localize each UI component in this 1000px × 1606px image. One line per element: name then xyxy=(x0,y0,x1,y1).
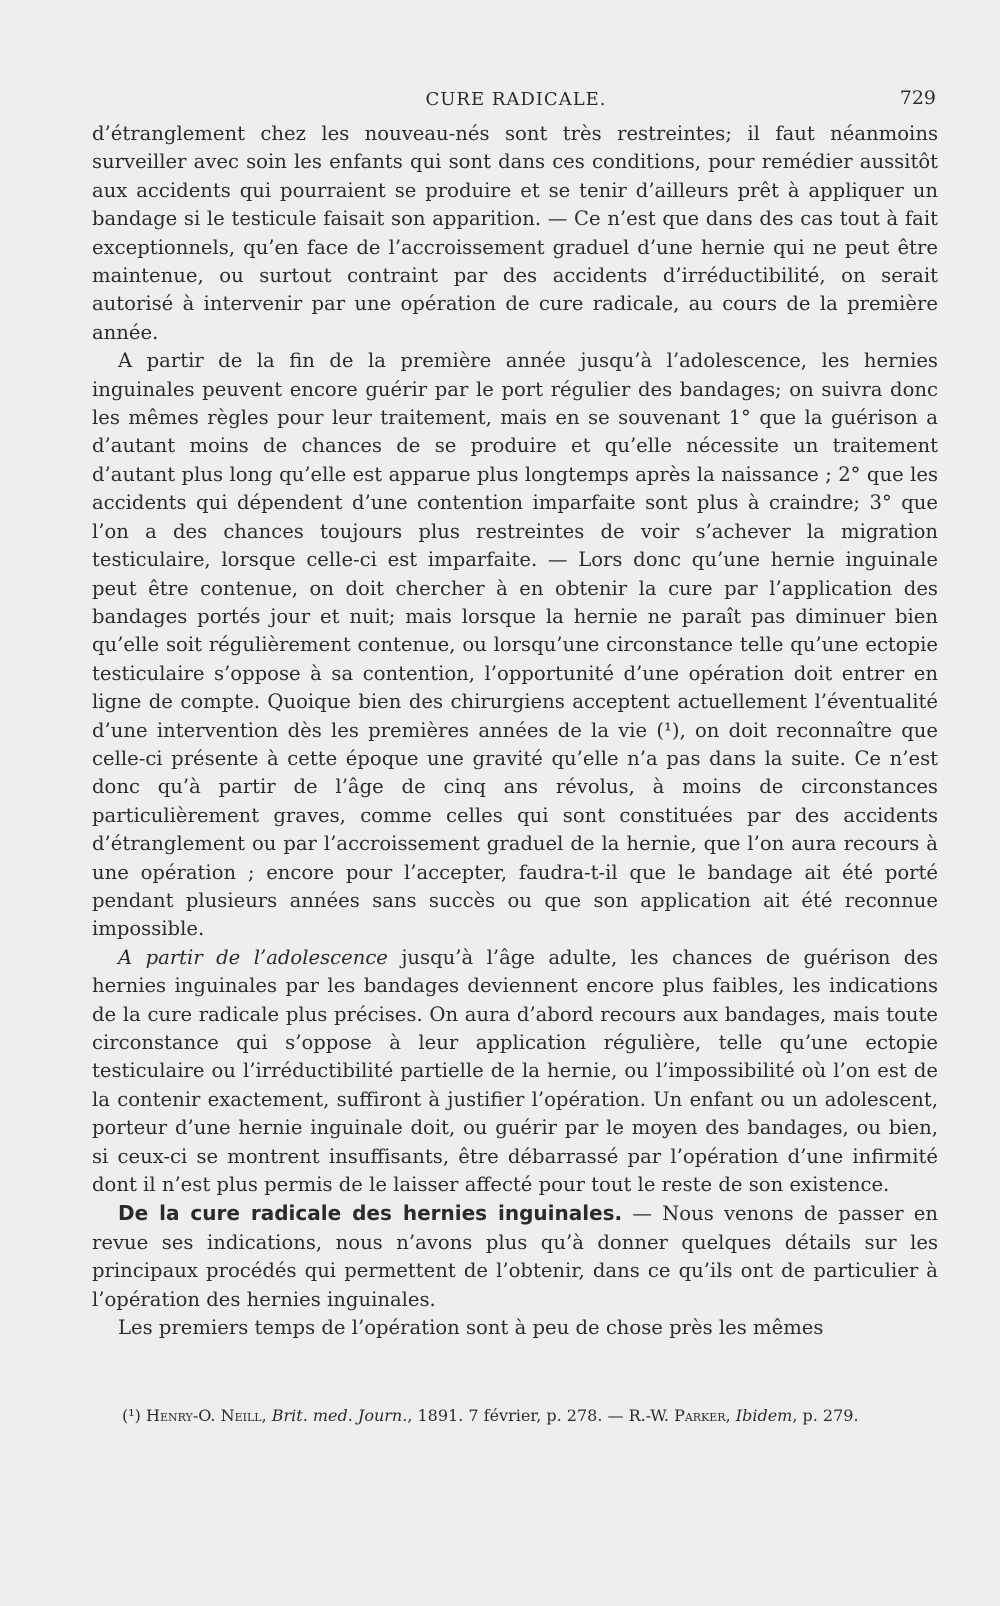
footnote-author-2: R.-W. Parker xyxy=(628,1406,726,1425)
footnote-ibidem: Ibidem xyxy=(735,1406,793,1425)
paragraph-4-text: — Nous venons de passer en revue ses indications, nous n’avons plus qu’à donner quelques détails sur les principaux procédés qui permettent de l’obtenir, dans ce qu’ils ont de particulier à l’opération des hernies inguinales. xyxy=(92,1202,938,1311)
footnote-journal: Brit. med. Journ. xyxy=(271,1406,408,1425)
footnote-1 xyxy=(96,1404,936,1428)
paragraph-3 xyxy=(92,944,938,1200)
section-title: De la cure radicale des hernies inguinales. xyxy=(118,1201,623,1226)
page-number: 729 xyxy=(899,87,936,109)
paragraph-3-italic-lead: A partir de l’adolescence xyxy=(118,945,388,969)
footnote-reference-1: , 1891. 7 février, p. 278. — xyxy=(407,1406,629,1425)
paragraph-5: Les premiers temps de l’opération sont à peu de chose près les mêmes xyxy=(118,1316,824,1340)
footnote-author-1: Henry-O. Neill xyxy=(146,1406,262,1425)
page-header xyxy=(96,85,936,115)
body-text xyxy=(92,120,938,1342)
footnote-marker: (¹) xyxy=(122,1406,141,1425)
paragraph-4 xyxy=(92,1199,938,1314)
footnote-reference-2: , p. 279. xyxy=(792,1406,859,1425)
footnote-separator-2: , xyxy=(725,1406,736,1425)
running-head: CURE RADICALE. xyxy=(425,89,607,110)
footnotes xyxy=(96,1404,936,1428)
paragraph-2: A partir de la fin de la première année jusqu’à l’adolescence, les hernies inguinales peuvent encore guérir par le port régulier des bandages; on suivra donc les mêmes règles pour leur traitement, mais en se souvenant 1° que la guérison a d’autant moins de chances de se produire et qu’elle nécessite un traitement d’autant plus long qu’elle est apparue plus longtemps après la naissance ; 2° que les accidents qui dépendent d’une contention imparfaite sont plus à craindre; 3° que l’on a des chances toujours plus restreintes de voir s’achever la migration testiculaire, lorsque celle-ci est imparfaite. — Lors donc qu’une hernie inguinale peut être contenue, on doit chercher à en obtenir la cure par l’application des bandages portés jour et nuit; mais lorsque la hernie ne paraît pas diminuer bien qu’elle soit régulièrement contenue, ou lorsqu’une circonstance telle qu’une ectopie testiculaire s’oppose à sa contention, l’opportunité d’une opération doit entrer en ligne de compte. Quoique bien des chirurgiens acceptent actuellement l’éventualité d’une intervention dès les premières années de la vie (¹), on doit reconnaître que celle-ci présente à cette époque une gravité qu’elle n’a pas dans la suite. Ce n’est donc qu’à partir de l’âge de cinq ans révolus, à moins de circonstances particulièrement graves, comme celles qui sont constituées par des accidents d’étranglement ou par l’accroissement graduel de la hernie, que l’on aura recours à une opération ; encore pour l’accepter, faudra-t-il que le bandage ait été porté pendant plusieurs années sans succès ou que son application ait été reconnue impossible. xyxy=(92,349,938,941)
paragraph-1: d’étranglement chez les nouveau-nés sont très restreintes; il faut néanmoins surveiller avec soin les enfants qui sont dans ces conditions, pour remédier aussitôt aux accidents qui pourraient se produire et se tenir d’ailleurs prêt à appliquer un bandage si le testicule faisait son apparition. — Ce n’est que dans des cas tout à fait exceptionnels, qu’en face de l’accroissement graduel d’une hernie qui ne peut être maintenue, ou surtout contraint par des accidents d’irréductibilité, on serait autorisé à intervenir par une opération de cure radicale, au cours de la première année. xyxy=(92,122,938,344)
paragraph-3-text: jusqu’à l’âge adulte, les chances de guérison des hernies inguinales par les bandages deviennent encore plus faibles, les indications de la cure radicale plus précises. On aura d’abord recours aux bandages, mais toute circonstance qui s’oppose à leur application régulière, telle qu’une ectopie testiculaire ou l’irréductibilité partielle de la hernie, ou l’impossibilité où l’on est de la contenir exactement, suffiront à justifier l’opération. Un enfant ou un adolescent, porteur d’une hernie inguinale doit, ou guérir par le moyen des bandages, ou bien, si ceux-ci se montrent insuffisants, être débarrassé par l’opération d’une infirmité dont il n’est plus permis de le laisser affecté pour tout le reste de son existence. xyxy=(92,945,938,1197)
footnote-separator-1: , xyxy=(261,1406,272,1425)
